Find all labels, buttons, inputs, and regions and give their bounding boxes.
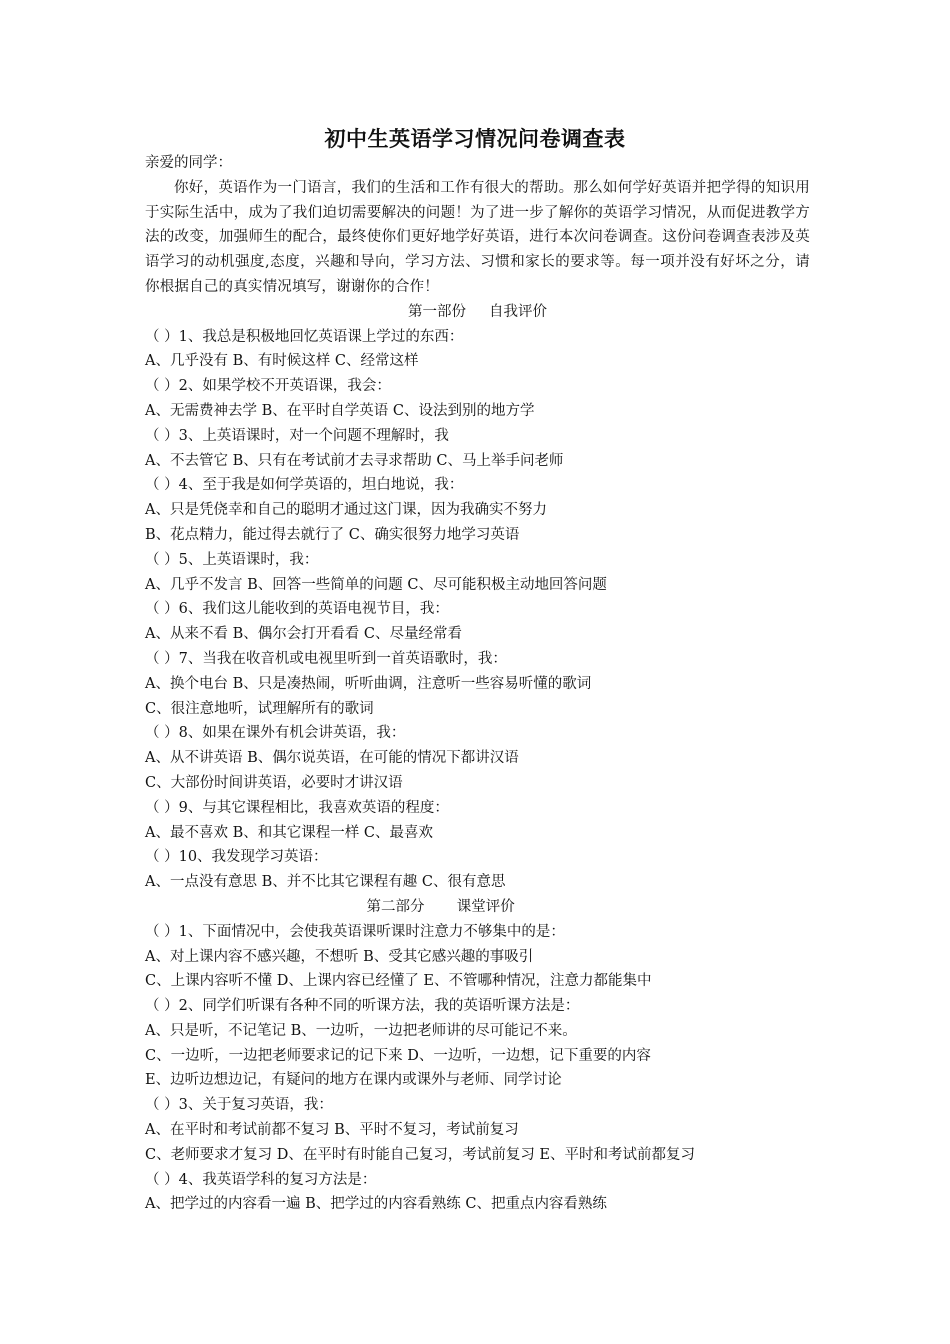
question-line: （ ）4、至于我是如何学英语的，坦白地说，我： <box>145 477 464 494</box>
option-line: A、不去管它 B、只有在考试前才去寻求帮助 C、马上举手问老师 <box>145 452 564 469</box>
option-line: A、在平时和考试前都不复习 B、平时不复习，考试前复习 <box>145 1122 519 1139</box>
question-line: （ ）7、当我在收音机或电视里听到一首英语歌时，我： <box>145 650 507 667</box>
question-line: （ ）9、与其它课程相比，我喜欢英语的程度： <box>145 799 449 816</box>
question-line: （ ）6、我们这儿能收到的英语电视节目，我： <box>145 601 449 618</box>
option-line: C、上课内容听不懂 D、上课内容已经懂了 E、不管哪种情况，注意力都能集中 <box>145 973 652 990</box>
option-line: A、换个电台 B、只是凑热闹，听听曲调，注意听一些容易听懂的歌词 <box>145 675 592 692</box>
question-line: （ ）3、关于复习英语，我： <box>145 1097 333 1114</box>
option-line: A、从不讲英语 B、偶尔说英语，在可能的情况下都讲汉语 <box>145 750 519 767</box>
part2-heading: 第二部分 课堂评价 <box>366 898 589 915</box>
option-line: A、只是听，不记笔记 B、一边听，一边把老师讲的尽可能记不来。 <box>145 1022 577 1039</box>
question-line: （ ）2、同学们听课有各种不同的听课方法，我的英语听课方法是： <box>145 998 580 1015</box>
option-line: A、一点没有意思 B、并不比其它课程有趣 C、很有意思 <box>145 874 506 891</box>
question-line: （ ）2、如果学校不开英语课，我会： <box>145 378 391 395</box>
option-line: C、大部份时间讲英语，必要时才讲汉语 <box>145 774 403 791</box>
question-line: （ ）1、我总是积极地回忆英语课上学过的东西： <box>145 328 464 345</box>
option-line: A、把学过的内容看一遍 B、把学过的内容看熟练 C、把重点内容看熟练 <box>145 1196 607 1213</box>
option-line: C、老师要求才复习 D、在平时有时能自己复习，考试前复习 E、平时和考试前都复习 <box>145 1146 696 1163</box>
document-title: 初中生英语学习情况问卷调查表 <box>324 127 626 151</box>
option-line: A、最不喜欢 B、和其它课程一样 C、最喜欢 <box>145 824 433 841</box>
option-line: C、很注意地听，试理解所有的歌词 <box>145 700 374 717</box>
greeting: 亲爱的同学： <box>145 155 232 171</box>
option-line: A、几乎不发言 B、回答一些简单的问题 C、尽可能积极主动地回答问题 <box>145 576 607 593</box>
question-line: （ ）10、我发现学习英语： <box>145 849 328 866</box>
part1-heading: 第一部份 自我评价 <box>407 303 548 320</box>
option-line: B、花点精力，能过得去就行了 C、确实很努力地学习英语 <box>145 526 520 543</box>
question-line: （ ）1、下面情况中，会使我英语课听课时注意力不够集中的是： <box>145 923 565 940</box>
option-line: A、对上课内容不感兴趣，不想听 B、受其它感兴趣的事吸引 <box>145 948 534 965</box>
question-line: （ ）3、上英语课时，对一个问题不理解时，我 <box>145 427 449 444</box>
option-line: A、几乎没有 B、有时候这样 C、经常这样 <box>145 353 419 370</box>
part1-questions <box>145 325 810 895</box>
question-line: （ ）5、上英语课时，我： <box>145 551 319 568</box>
question-line: （ ）4、我英语学科的复习方法是： <box>145 1171 377 1188</box>
intro-paragraph: 你好，英语作为一门语言，我们的生活和工作有很大的帮助。那么如何学好英语并把学得的知识用于实际生活中，成为了我们迫切需要解决的问题！为了进一步了解你的英语学习情况，从而促进教学方法的改变，加强师生的配合，最终使你们更好地学好英语，进行本次问卷调查。这份问卷调查表涉及英语学习的动机强度,态度，兴趣和导向，学习方法、习惯和家长的要求等。每一项并没有好坏之分，请你根据自己的真实情况填写，谢谢你的合作！ <box>145 179 810 295</box>
option-line: A、无需费神去学 B、在平时自学英语 C、设法到别的地方学 <box>145 402 535 419</box>
option-line: A、从来不看 B、偶尔会打开看看 C、尽量经常看 <box>145 626 462 643</box>
question-line: （ ）8、如果在课外有机会讲英语，我： <box>145 725 406 742</box>
part2-questions <box>145 920 810 1218</box>
option-line: A、只是凭侥幸和自己的聪明才通过这门课，因为我确实不努力 <box>145 502 547 519</box>
option-line: C、一边听，一边把老师要求记的记下来 D、一边听，一边想，记下重要的内容 <box>145 1047 651 1064</box>
option-line: E、边听边想边记，有疑问的地方在课内或课外与老师、同学讨论 <box>145 1072 562 1089</box>
document-body <box>145 151 810 1217</box>
